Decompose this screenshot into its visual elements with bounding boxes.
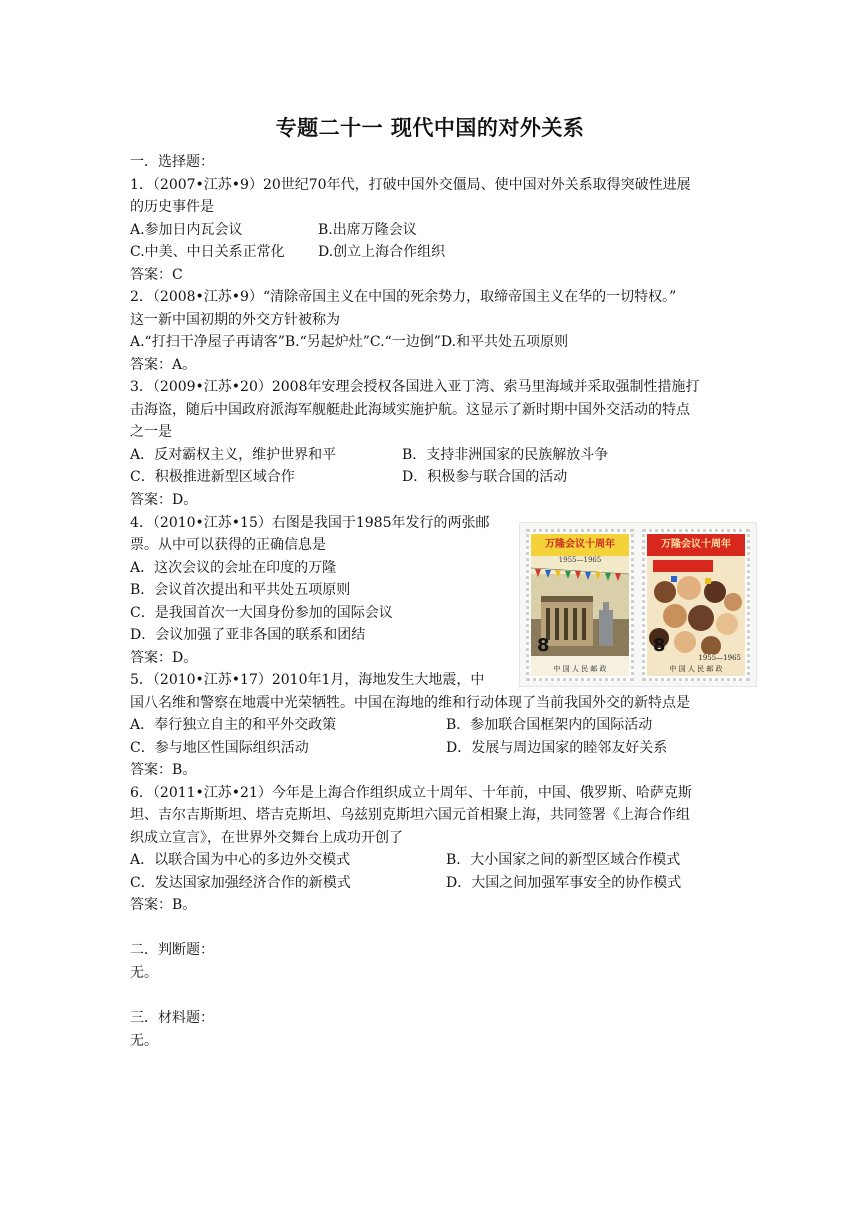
q3-option-d: D．积极参与联合国的活动 [402, 469, 568, 485]
q6-stem-line2: 坦、吉尔吉斯斯坦、塔吉克斯坦、乌兹别克斯坦六国元首相聚上海，共同签署《上海合作组 [130, 807, 690, 823]
q2-stem-line1: 2．（2008•江苏•9）“清除帝国主义在中国的死余势力，取缔帝国主义在华的一切特权。” [130, 289, 677, 305]
q6-option-b: B．大小国家之间的新型区域合作模式 [446, 852, 681, 868]
stamp-right-years: 1955—1965 [698, 654, 741, 662]
q6-answer: 答案：B。 [130, 897, 197, 913]
q5-stem-line1: 5．（2010•江苏•17）2010年1月，海地发生大地震，中 [130, 672, 485, 688]
q1-option-a: A.参加日内瓦会议 [130, 222, 243, 238]
q4-stem-line1: 4．（2010•江苏•15）右图是我国于1985年发行的两张邮 [130, 515, 490, 531]
q6-stem-line3: 织成立宣言》，在世界外交舞台上成功开创了 [130, 830, 403, 846]
q3-option-b: B．支持非洲国家的民族解放斗争 [402, 447, 609, 463]
stamp-left [526, 529, 634, 681]
q1-answer: 答案：C [130, 267, 183, 283]
stamps-figure [519, 522, 757, 687]
q4-answer: 答案：D。 [130, 650, 198, 666]
q5-option-d: D．发展与周边国家的睦邻友好关系 [446, 740, 668, 756]
q3-option-a: A．反对霸权主义，维护世界和平 [130, 447, 337, 463]
q3-stem-line1: 3．（2009•江苏•20）2008年安理会授权各国进入亚丁湾、索马里海域并采取强制性措施打 [130, 379, 700, 395]
page-title: 专题二十一 现代中国的对外关系 [275, 116, 585, 140]
q6-option-a: A．以联合国为中心的多边外交模式 [130, 852, 351, 868]
q1-option-d: D.创立上海合作组织 [318, 244, 446, 260]
q5-option-a: A．奉行独立自主的和平外交政策 [130, 717, 337, 733]
section-heading-judgement: 二．判断题： [130, 942, 214, 958]
q5-stem-line2: 国八名维和警察在地震中光荣牺牲。中国在海地的维和行动体现了当前我国外交的新特点是 [130, 695, 690, 711]
conference-building-icon [537, 592, 623, 648]
stamp-left-footer: 中 国 人 民 邮 政 [553, 665, 607, 673]
bunting-flags-icon [531, 564, 629, 594]
stamp-right-footer: 中 国 人 民 邮 政 [669, 665, 723, 673]
q6-stem-line1: 6．（2011•江苏•21）今年是上海合作组织成立十周年、十年前，中国、俄罗斯、哈萨克斯 [130, 785, 692, 801]
stamp-left-value: 8 [537, 635, 550, 656]
q5-option-c: C．参与地区性国际组织活动 [130, 740, 309, 756]
q3-answer: 答案：D。 [130, 492, 198, 508]
stamp-right-value: 8 [653, 635, 666, 656]
q1-option-c: C.中美、中日关系正常化 [130, 244, 285, 260]
q4-option-c: C．是我国首次一大国身份参加的国际会议 [130, 605, 393, 621]
q4-option-d: D．会议加强了亚非各国的联系和团结 [130, 627, 366, 643]
section-heading-choice: 一．选择题： [130, 154, 214, 170]
stamp-right [642, 529, 750, 681]
q5-option-b: B．参加联合国框架内的国际活动 [446, 717, 653, 733]
section-material-body: 无。 [130, 1033, 158, 1049]
stamp-left-title: 万隆会议十周年 [531, 534, 629, 556]
section-heading-material: 三．材料题： [130, 1010, 214, 1026]
q1-option-b: B.出席万隆会议 [318, 222, 417, 238]
q3-stem-line3: 之一是 [130, 424, 172, 440]
q5-answer: 答案：B。 [130, 762, 197, 778]
q2-answer: 答案：A。 [130, 357, 197, 373]
q3-option-c: C．积极推进新型区域合作 [130, 469, 295, 485]
q1-stem-line1: 1．（2007•江苏•9）20世纪70年代，打破中国外交僵局、使中国对外关系取得突破性进展 [130, 177, 691, 193]
q2-stem-line2: 这一新中国初期的外交方针被称为 [130, 312, 340, 328]
q6-option-c: C．发达国家加强经济合作的新模式 [130, 875, 351, 891]
stamp-right-title: 万隆会议十周年 [647, 534, 745, 556]
q3-stem-line2: 击海盗，随后中国政府派海军舰艇赴此海域实施护航。这显示了新时期中国外交活动的特点 [130, 402, 690, 418]
section-judgement-body: 无。 [130, 965, 158, 981]
q4-option-b: B．会议首次提出和平共处五项原则 [130, 582, 351, 598]
q1-stem-line2: 的历史事件是 [130, 199, 214, 215]
stamp-left-years: 1955—1965 [558, 556, 602, 564]
q2-options: A.“打扫干净屋子再请客”B.“另起炉灶”C.“一边倒”D.和平共处五项原则 [130, 334, 569, 350]
q4-stem-line2: 票。从中可以获得的正确信息是 [130, 537, 326, 553]
q4-option-a: A．这次会议的会址在印度的万隆 [130, 560, 337, 576]
q6-option-d: D．大国之间加强军事安全的协作模式 [446, 875, 682, 891]
